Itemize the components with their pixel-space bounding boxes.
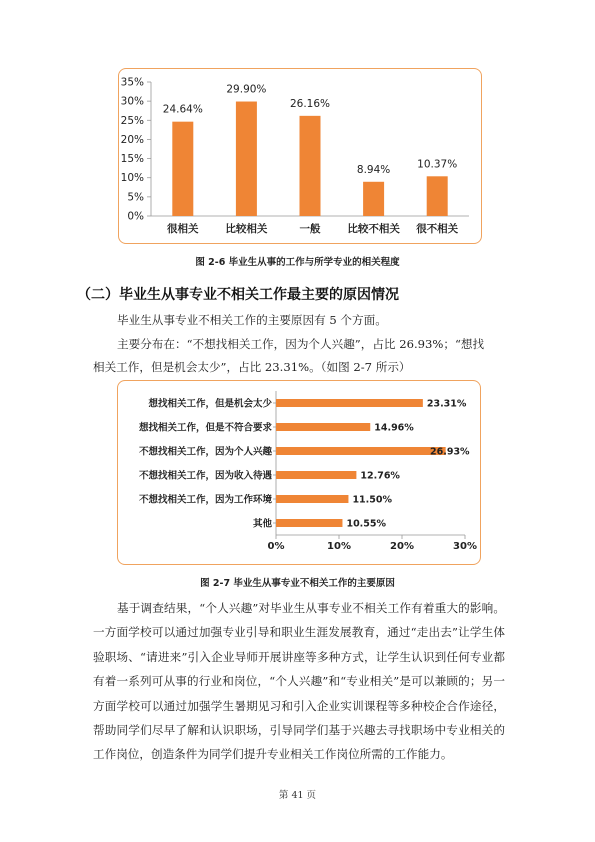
y-tick-label: 20%: [120, 133, 144, 146]
x-tick-label: 10%: [327, 541, 351, 552]
bar: [172, 122, 193, 216]
category-label: 想找相关工作，但是不符合要求: [138, 422, 272, 434]
bar: [276, 423, 370, 431]
data-label: 29.90%: [226, 83, 267, 96]
category-label: 很不相关: [416, 223, 459, 235]
page-number: 第 41 页: [278, 790, 317, 801]
category-label: 比较不相关: [347, 223, 400, 235]
data-label: 10.37%: [417, 158, 458, 171]
data-label: 26.93%: [430, 446, 470, 458]
category-label: 不想找相关工作，因为收入待遇: [138, 470, 272, 482]
section-title: （二）毕业生从事专业不相关工作最主要的原因情况: [77, 287, 399, 303]
bar: [276, 447, 446, 455]
data-label: 14.96%: [374, 422, 414, 434]
y-tick-label: 15%: [120, 153, 144, 166]
relevance-bar-chart: [118, 68, 482, 244]
y-tick-label: 30%: [120, 95, 144, 108]
data-label: 26.16%: [289, 97, 331, 110]
paragraph-distribution-line2: 相关工作，但是机会太少”，占比 23.31%。（如图 2-7 所示）: [93, 360, 411, 374]
data-label: 24.64%: [162, 103, 203, 116]
paragraph-intro: 毕业生从事专业不相关工作的主要原因有 5 个方面。: [117, 313, 387, 327]
y-tick-label: 35%: [120, 76, 144, 89]
category-label: 一般: [299, 223, 321, 235]
reasons-bar-chart-svg: [118, 381, 480, 564]
data-label: 11.50%: [352, 494, 393, 506]
y-tick-label: 25%: [120, 114, 144, 127]
data-label: 23.31%: [426, 398, 467, 410]
category-label: 很相关: [167, 223, 199, 235]
paragraph-distribution-line1: 主要分布在：“不想找相关工作，因为个人兴趣”，占比 26.93%；“想找: [117, 337, 485, 351]
relevance-bar-chart-svg: [119, 69, 481, 243]
category-label: 想找相关工作，但是机会太少: [148, 398, 272, 410]
paragraph-analysis: 基于调查结果，“个人兴趣”对毕业生从事专业不相关工作有着重大的影响。一方面学校可以通过加强专业引导和职业生涯发展教育，通过“走出去”让学生体验职场、“请进来”引入企业导师开展讲座等多种方式，让学生认识到任何专业都有着一系列可从事的行业和岗位，“个人兴趣”和“专业相关”是可以兼顾的；另一方面学校可以通过加强学生暑期见习和引入企业实训课程等多种校企合作途径，帮助同学们尽早了解和认识职场，引导同学们基于兴趣去寻找职场中专业相关的工作岗位，创造条件为同学们提升专业相关工作岗位所需的工作能力。: [93, 601, 505, 762]
figure-caption-2-7: 图 2-7 毕业生从事专业不相关工作的主要原因: [200, 578, 395, 589]
bar: [276, 399, 423, 407]
x-tick-label: 0%: [267, 541, 285, 552]
y-tick-label: 5%: [127, 191, 144, 204]
category-label: 不想找相关工作，因为个人兴趣: [138, 446, 272, 458]
y-tick-label: 10%: [120, 172, 144, 185]
bar: [276, 519, 342, 527]
bar: [236, 102, 257, 216]
category-label: 不想找相关工作，因为工作环境: [138, 494, 272, 506]
y-tick-label: 0%: [127, 210, 144, 223]
category-label: 比较相关: [225, 223, 268, 235]
category-label: 其他: [252, 518, 272, 530]
x-tick-label: 20%: [390, 541, 414, 552]
figure-caption-2-6: 图 2-6 毕业生从事的工作与所学专业的相关程度: [195, 257, 400, 268]
x-tick-label: 30%: [453, 541, 477, 552]
bar: [363, 182, 384, 216]
bar: [276, 495, 348, 503]
bar: [427, 176, 448, 216]
reasons-bar-chart: [117, 380, 481, 565]
bar: [300, 116, 321, 216]
bar: [276, 471, 356, 479]
data-label: 8.94%: [356, 163, 391, 176]
data-label: 12.76%: [360, 470, 400, 482]
data-label: 10.55%: [346, 518, 387, 530]
